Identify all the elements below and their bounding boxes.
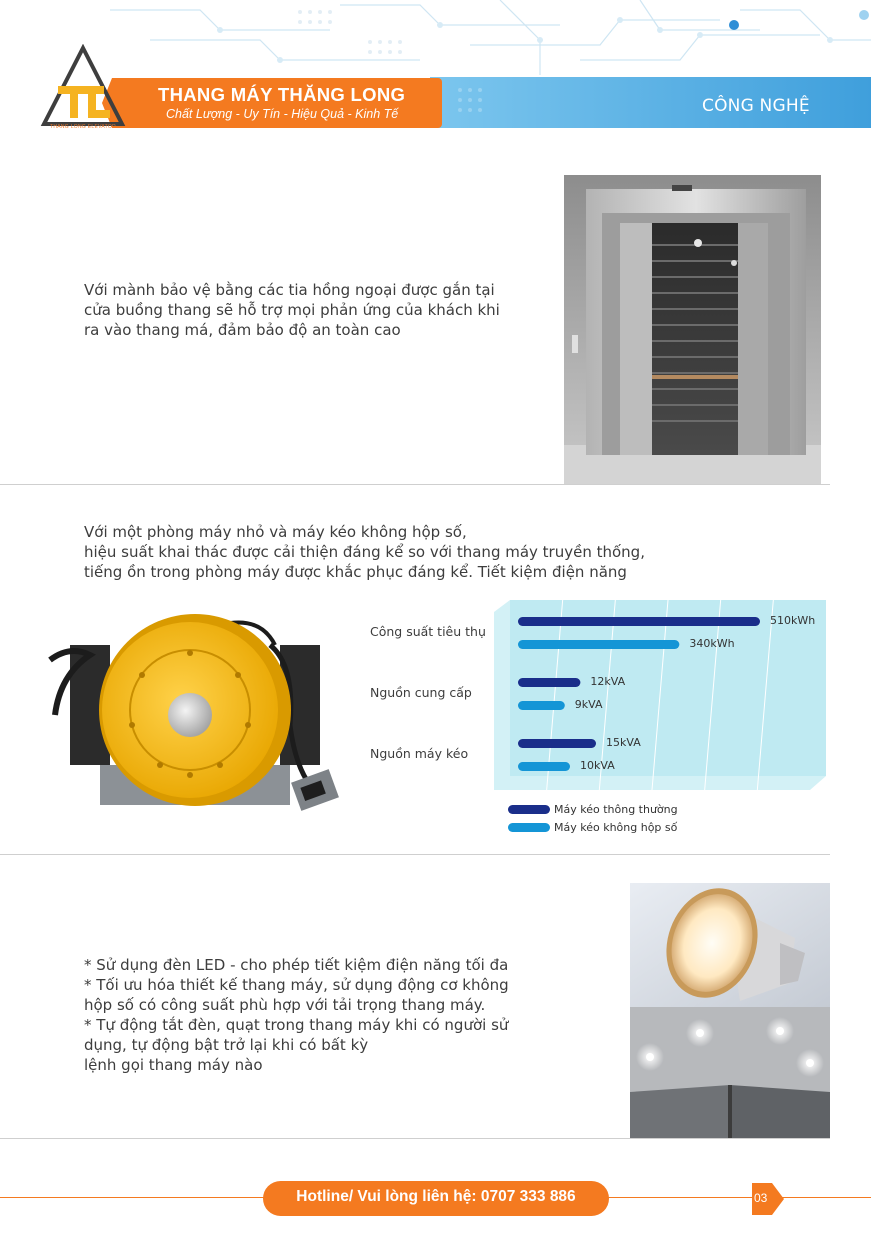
logo-subtext: THANG LONG ELEVATOR [50, 124, 116, 130]
chart-value-label: 15kVA [606, 736, 641, 749]
chart-bar [518, 617, 760, 626]
energy-line: * Sử dụng đèn LED - cho phép tiết kiệm điện năng tối đa [84, 956, 509, 974]
chart-legend-item [508, 802, 678, 816]
chart-bar [518, 762, 570, 771]
chart-bar [518, 640, 679, 649]
chart-value-label: 510kWh [770, 614, 816, 627]
elevator-door-photo [564, 175, 821, 485]
chart-value-label: 10kVA [580, 759, 615, 772]
cabin-ceiling-photo [630, 1007, 830, 1139]
chart-value-label: 9kVA [574, 698, 603, 711]
legend-swatch [508, 823, 550, 832]
legend-label: Máy kéo thông thường [554, 802, 678, 816]
brand-title: THANG MÁY THĂNG LONG [158, 84, 406, 105]
legend-label: Máy kéo không hộp số [554, 820, 678, 834]
chart-bar [518, 678, 580, 687]
section-title: CÔNG NGHỆ [702, 96, 810, 116]
safety-description: Với mành bảo vệ bằng các tia hồng ngoại được gắn tại cửa buồng thang sẽ hỗ trợ mọi phản ứng của khách khi ra vào thang má, đảm bảo độ an toàn cao [84, 281, 500, 339]
section-divider [0, 1138, 830, 1139]
led-lamp-photo [630, 883, 830, 1007]
machine-room-line: Với một phòng máy nhỏ và máy kéo không hộp số, [84, 523, 467, 541]
page-header [0, 0, 871, 140]
hotline-text[interactable]: Hotline/ Vui lòng liên hệ: 0707 333 886 [296, 1188, 576, 1205]
brand-tagline: Chất Lượng - Uy Tín - Hiệu Quả - Kinh Tế [166, 107, 399, 121]
energy-line: hộp số có công suất phù hợp với tải trọng thang máy. [84, 996, 486, 1014]
machine-room-line: tiếng ồn trong phòng máy được khắc phục đáng kể. Tiết kiệm điện năng [84, 563, 627, 581]
energy-line: * Tối ưu hóa thiết kế thang máy, sử dụng động cơ không [84, 976, 509, 994]
chart-value-label: 340kWh [689, 637, 735, 650]
chart-legend-item [508, 820, 677, 834]
section-divider [0, 484, 830, 485]
energy-line: dụng, tự động bật trở lại khi có bất kỳ [84, 1036, 369, 1054]
gearless-motor-photo [40, 605, 340, 815]
chart-category-label: Nguồn máy kéo [370, 746, 469, 761]
chart-category-label: Nguồn cung cấp [370, 685, 472, 700]
page-number: 03 [754, 1191, 768, 1205]
machine-room-description [84, 522, 784, 582]
energy-line: lệnh gọi thang máy nào [84, 1056, 263, 1074]
chart-bar [518, 701, 565, 710]
chart-bar [518, 739, 596, 748]
energy-line: * Tự động tắt đèn, quạt trong thang máy khi có người sử [84, 1016, 509, 1034]
machine-room-line: hiệu suất khai thác được cải thiện đáng kể so với thang máy truyền thống, [84, 543, 645, 561]
chart-category-label: Công suất tiêu thụ [370, 624, 486, 639]
thang-long-logo [40, 44, 126, 134]
section-divider [0, 854, 830, 855]
chart-value-label: 12kVA [590, 675, 626, 688]
energy-comparison-chart [360, 596, 830, 846]
energy-saving-list [84, 955, 584, 1075]
legend-swatch [508, 805, 550, 814]
